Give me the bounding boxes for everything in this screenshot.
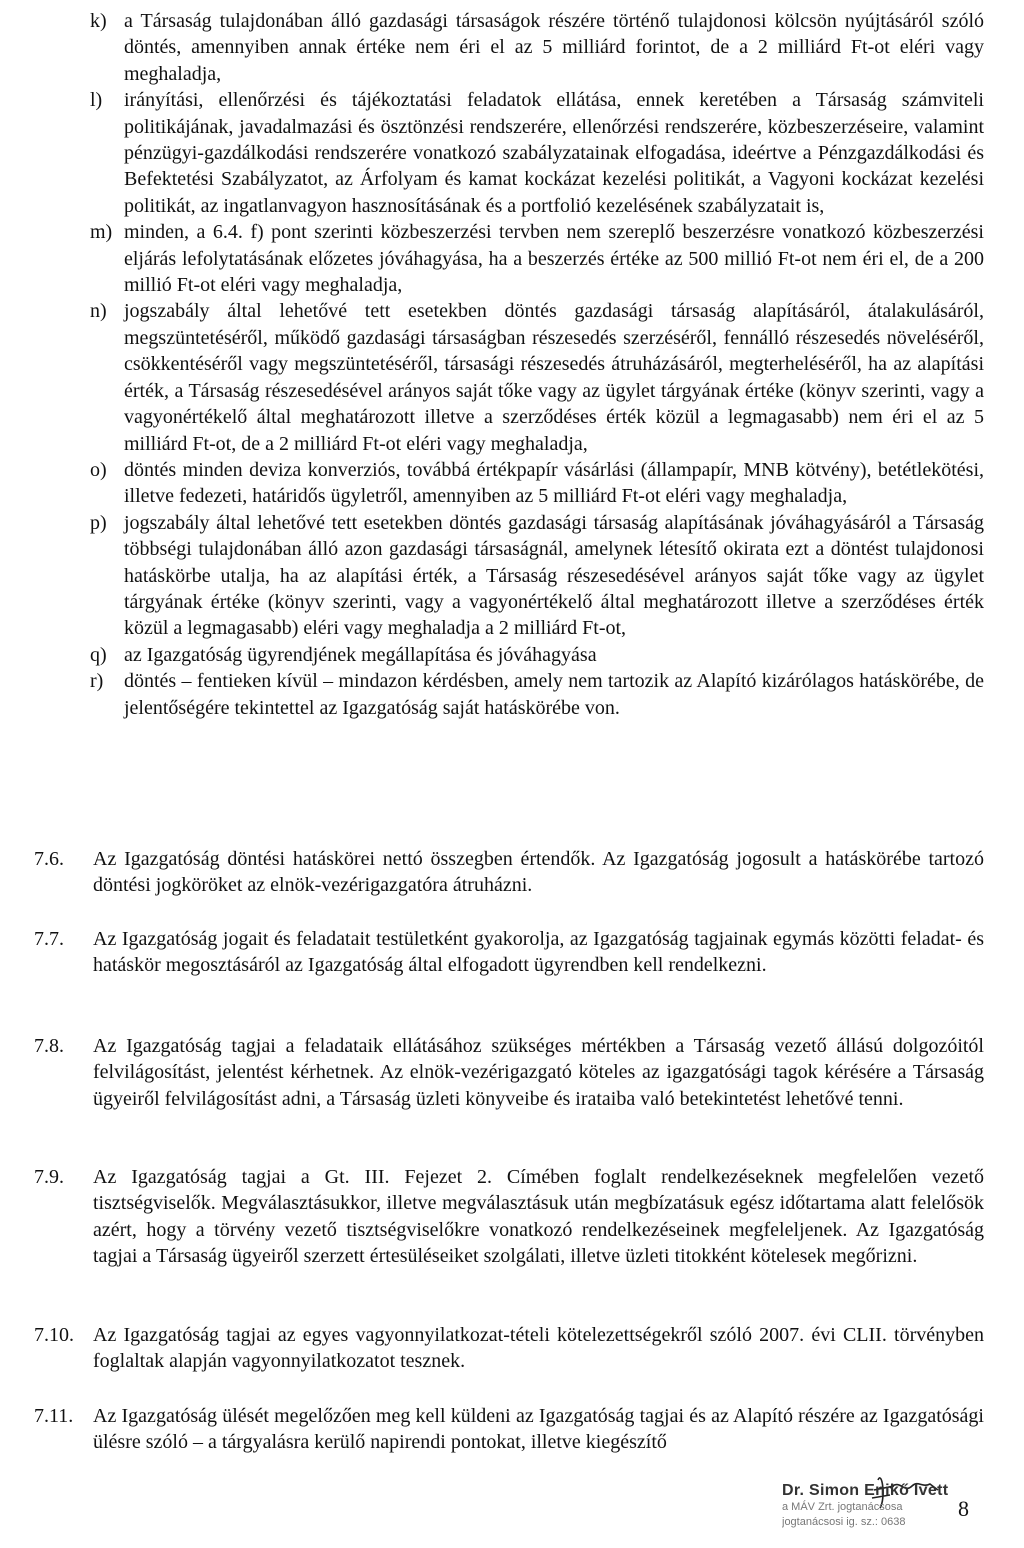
section-number: 7.11. xyxy=(34,1405,74,1427)
section-number: 7.9. xyxy=(34,1166,64,1188)
section-7-8 xyxy=(34,1033,984,1112)
item-text: jogszabály által lehetővé tett esetekben döntés gazdasági társaság alapításáról, átalakulásáról, megszüntetéséről, működő gazdasági társaságban részesedés szerzéséről, fennálló részesedés növeléséről, csökkentéséről vagy megszüntetéséről, társasági részesedés átruházásáról, megterheléséről, ha az alapítási érték, a Társaság részesedésével arányos saját tőke vagy az ügylet tárgyának értéke (könyv szerinti, vagy a vagyonértékelő által meghatározott illetve a szerződéses érték közül a legmagasabb) nem éri el az 5 milliárd Ft-ot, de a 2 milliárd Ft-ot eléri vagy meghaladja, xyxy=(124,300,984,455)
item-text: minden, a 6.4. f) pont szerinti közbeszerzési tervben nem szereplő beszerzésre vonatkozó közbeszerzési eljárás lefolytatásának előzetes jóváhagyása, ha a beszerzés értéke az 500 millió Ft-ot nem éri el, de a 200 millió Ft-ot eléri vagy meghaladja, xyxy=(124,221,984,297)
list-item xyxy=(90,457,984,510)
section-number: 7.8. xyxy=(34,1035,64,1057)
section-text: Az Igazgatóság ülését megelőzően meg kell küldeni az Igazgatóság tagjai és az Alapító részére az Igazgatósági ülésre szóló – a tárgyalásra kerülő napirendi pontokat, illetve kiegészítő xyxy=(93,1405,984,1454)
list-item xyxy=(90,87,984,219)
section-number: 7.7. xyxy=(34,928,64,950)
list-item xyxy=(90,8,984,87)
section-text: Az Igazgatóság tagjai az egyes vagyonnyilatkozat-tételi kötelezettségekről szóló 2007. évi CLII. törvényben foglaltak alapján vagyonnyilatkozatot tesznek. xyxy=(93,1324,984,1373)
item-label: m) xyxy=(90,221,113,244)
item-text: döntés minden deviza konverziós, továbbá értékpapír vásárlási (állampapír, MNB kötvény), betétlekötési, illetve fedezeti, határidős ügyletről, amennyiben az 5 milliárd Ft-ot eléri vagy meghaladja, xyxy=(124,458,984,508)
list-item xyxy=(90,219,984,298)
item-label: p) xyxy=(90,511,107,534)
list-item xyxy=(90,510,984,642)
stamp-line: a MÁV Zrt. jogtanácsosa xyxy=(782,1501,903,1513)
section-7-10 xyxy=(34,1322,984,1375)
item-text: jogszabály által lehetővé tett esetekben döntés gazdasági társaság alapításának jóváhagyásáról a Társaság többségi tulajdonában álló azon gazdasági társaságnál, amelynek létesítő okirata ezt a döntést tulajdonosi hatáskörbe utalja, ha az alapítási érték, a Társaság részesedésével arányos saját tőke vagy az ügylet tárgyának értéke (könyv szerinti, vagy a vagyonértékelő által meghatározott illetve a szerződéses érték közül a legmagasabb) eléri vagy meghaladja a 2 milliárd Ft-ot, xyxy=(124,511,984,640)
item-text: a Társaság tulajdonában álló gazdasági társaságok részére történő tulajdonosi kölcsön nyújtásáról szóló döntés, amennyiben annak értéke nem éri el az 5 milliárd forintot, de a 2 milliárd Ft-ot eléri vagy meghaladja, xyxy=(124,10,984,85)
section-text: Az Igazgatóság döntési hatáskörei nettó összegben értendők. Az Igazgatóság jogosult a hatáskörébe tartozó döntési jogköröket az elnök-vezérigazgatóra átruházni. xyxy=(93,848,984,897)
section-7-11 xyxy=(34,1403,984,1456)
list-item xyxy=(90,298,984,456)
section-7-9 xyxy=(34,1164,984,1270)
section-text: Az Igazgatóság jogait és feladatait testületként gyakorolja, az Igazgatóság tagjainak egymás közötti feladat- és hatáskör megosztásáról az Igazgatóság által elfogadott ügyrendben kell rendelkezni. xyxy=(93,928,984,977)
item-text: az Igazgatóság ügyrendjének megállapítása és jóváhagyása xyxy=(124,643,597,666)
item-label: l) xyxy=(90,89,103,112)
item-text: irányítási, ellenőrzési és tájékoztatási feladatok ellátása, ennek keretében a Társaság számviteli politikájának, javadalmazási és ösztönzési rendszerére, ellenőrzési rendszerére, közbeszerzéseire, valamint pénzügyi-gazdálkodási rendszerére vonatkozó szabályzatainak elfogadása, ideértve a Pénzgazdálkodási és Befektetési Szabályzatot, az Árfolyam és kamat kockázat kezelési politikát, a Vagyoni kockázat kezelési politikát, az ingatlanvagyon hasznosításának és a portfolió kezelésének szabályzatait is, xyxy=(124,89,984,217)
section-number: 7.10. xyxy=(34,1324,74,1346)
list-item xyxy=(90,668,984,721)
section-text: Az Igazgatóság tagjai a Gt. III. Fejezet 2. Címében foglalt rendelkezéseknek megfelelően vezető tisztségviselők. Megválasztásukkor, illetve megválasztásuk után megbízatásuk egész időtartama alatt felelősök azért, hogy a törvény vezető tisztségviselőkre vonatkozó rendelkezéseinek megfeleljenek. Az Igazgatóság tagjai a Társaság ügyeiről szerzett értesüléseiket szolgálati, illetve üzleti titokként kötelesek megőrizni. xyxy=(93,1166,984,1268)
list-item xyxy=(90,642,984,668)
section-number: 7.6. xyxy=(34,848,64,870)
section-7-6 xyxy=(34,846,984,899)
section-7-7 xyxy=(34,926,984,979)
stamp-name: Dr. Simon Enikő Ivett xyxy=(782,1482,949,1499)
authority-list xyxy=(90,8,984,721)
section-text: Az Igazgatóság tagjai a feladataik ellátásához szükséges mértékben a Társaság vezető állású dolgozóitól felvilágosítást, jelentést kérhetnek. Az elnök-vezérigazgató köteles az igazgatósági tagok kérésére a Társaság ügyeiről felvilágosítást adni, a Társaság üzleti könyveibe és irataiba való betekintetést lehetővé tenni. xyxy=(93,1035,984,1110)
item-text: döntés – fentieken kívül – mindazon kérdésben, amely nem tartozik az Alapító kizárólagos hatáskörébe, de jelentőségére tekintettel az Igazgatóság saját hatáskörébe von. xyxy=(124,670,984,719)
page-number: 8 xyxy=(958,1496,969,1521)
stamp-line: jogtanácsosi ig. sz.: 0638 xyxy=(782,1516,906,1528)
item-label: q) xyxy=(90,643,107,666)
lawyer-stamp xyxy=(782,1482,952,1530)
item-label: o) xyxy=(90,458,107,481)
item-label: k) xyxy=(90,10,107,32)
item-label: n) xyxy=(90,300,107,323)
item-label: r) xyxy=(90,670,104,693)
